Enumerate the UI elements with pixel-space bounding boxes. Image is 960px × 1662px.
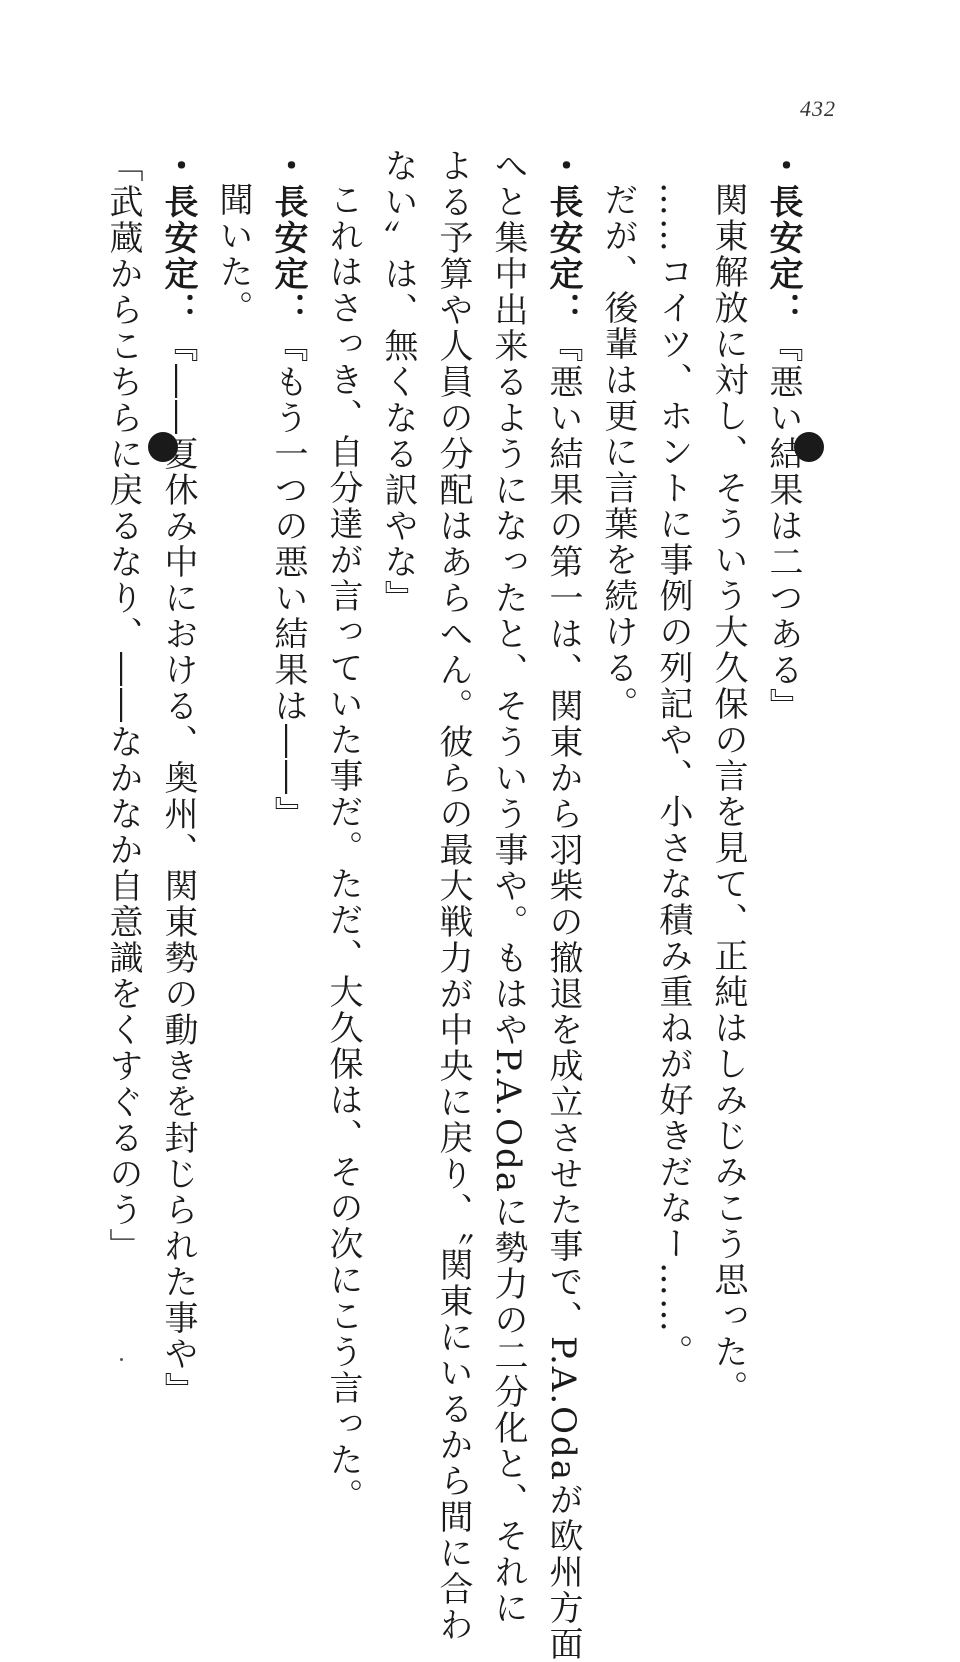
line-text: 関東解放に対し、そういう大久保の言を見て、正純はしみじみこう思った。 <box>708 182 748 1406</box>
line-text: 『悪い結果の第一は、関東から羽柴の撤退を成立させた事で、P.A.Odaが欧州方面 <box>543 328 583 1662</box>
continuation-line <box>480 148 535 1627</box>
line-text: よる予算や人員の分配はあらへん。彼らの最大戦力が中央に戻り、〝関東にいるから間に合わ <box>433 148 473 1643</box>
narration-line <box>700 148 755 1406</box>
dialogue-line <box>150 148 205 1408</box>
speaker-label: ・長安定： <box>763 148 803 328</box>
vertical-text-body <box>100 148 810 1662</box>
line-text: 聞いた。 <box>213 182 253 326</box>
quote-line <box>95 148 150 1368</box>
dialogue-line <box>535 148 590 1662</box>
continuation-line <box>425 148 480 1643</box>
narration-line <box>590 148 645 1368</box>
narration-line <box>315 148 370 1514</box>
line-text: だが、後輩は更に言葉を続ける。 <box>598 182 638 722</box>
line-text: 『――夏休み中における、奥州、関東勢の動きを封じられた事や』 <box>158 328 198 1408</box>
line-text: へと集中出来るようになったと、そういう事や。もはやP.A.Odaに勢力の二分化と、それに <box>488 148 528 1627</box>
dialogue-line <box>755 148 810 1368</box>
line-text: ない〟は、無くなる訳やな』 <box>378 148 418 616</box>
speaker-label: ・長安定： <box>543 148 583 328</box>
narration-line <box>205 148 260 1368</box>
speaker-label: ・長安定： <box>158 148 198 328</box>
continuation-line <box>370 148 425 1368</box>
line-text: ……コイツ、ホントに事例の列記や、小さな積み重ねが好きだなー……。 <box>653 182 693 1370</box>
dialogue-line <box>260 148 315 1368</box>
line-text: これはさっき、自分達が言っていた事だ。ただ、大久保は、その次にこう言った。 <box>323 182 363 1514</box>
line-text: 『悪い結果は二つある』 <box>763 328 803 724</box>
line-text: 「武蔵からこちらに戻るなり、――なかなか自意識をくすぐるのう」 <box>103 148 143 1264</box>
speaker-label: ・長安定： <box>268 148 308 328</box>
line-text: 『もう一つの悪い結果は――』 <box>268 328 308 832</box>
narration-line <box>645 148 700 1368</box>
page-number: 432 <box>800 96 836 121</box>
